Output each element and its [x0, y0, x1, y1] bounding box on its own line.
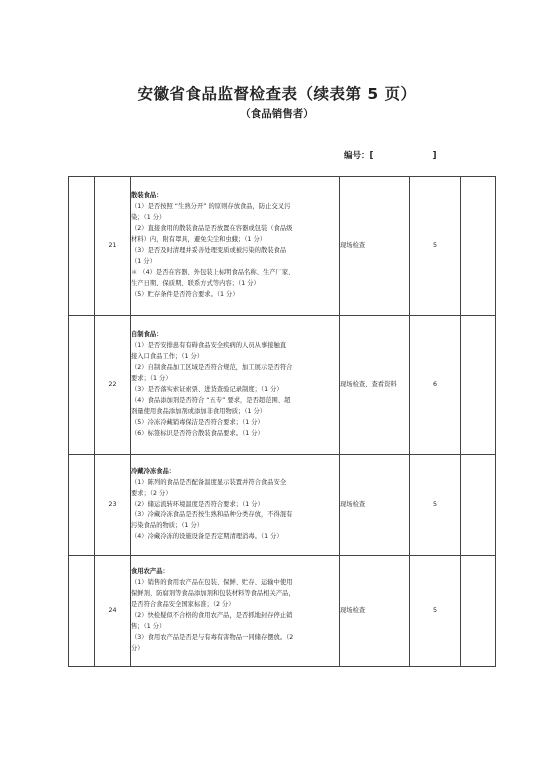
item-line: （3）食用农产品是否是与有毒有害物品一同储存摆放。（2 — [131, 633, 294, 641]
inspection-method: 现场检查 — [340, 556, 410, 667]
table-row — [69, 177, 496, 316]
blank-cell-left — [69, 455, 95, 556]
item-line: （3）是否落实索证索票、进货查验记录制度；（1 分） — [131, 386, 283, 393]
item-line: 生产日期、保质期、联系方式等内容；（1 分） — [131, 279, 260, 287]
item-score: 6 — [410, 316, 461, 455]
serial-number-field[interactable] — [344, 149, 436, 161]
item-line: （2）储运流转环境温度是否符合要求；（1 分） — [131, 500, 264, 508]
item-line: 是否符合食品安全国家标准；（2 分） — [131, 601, 235, 609]
item-line: 售；（1 分） — [131, 622, 166, 630]
item-score: 5 — [410, 455, 461, 556]
inspection-method: 现场检查、查看资料 — [340, 316, 410, 455]
item-line: 染；（1 分） — [131, 214, 166, 222]
item-line: 剂量使用食品添加剂或添加非食用物质；（1 分） — [131, 407, 267, 415]
item-line: 接入口食品工作；（1 分） — [131, 353, 204, 361]
item-line: （3）冷藏冷冻食品是否按生熟和品种分类存放，不得混有 — [131, 511, 293, 519]
item-line: 要求；（1 分） — [131, 375, 172, 383]
item-number: 23 — [95, 455, 131, 556]
item-line: ＊ （4）是否在容器、外包装上标明食品名称、生产厂家、 — [131, 268, 295, 276]
blank-cell-left — [69, 177, 95, 316]
item-line: （5）冷冻冷藏销毒保洁是否符合要求；（1 分） — [131, 418, 264, 426]
item-score: 5 — [410, 177, 461, 316]
item-line: （5）贮存条件是否符合要求。（1 分） — [131, 290, 239, 298]
result-cell[interactable] — [461, 556, 496, 667]
document-title: 安徽省食品监督检查表（续表第 5 页） — [137, 85, 417, 103]
item-line: （1）是否安排患有有碍食品安全疾病的人员从事接触直 — [131, 342, 287, 350]
item-line: （1）是否按照 “生熟分开” 的原则存放食品，防止交叉污 — [131, 203, 291, 211]
item-line: （4）冷藏冷冻的设施设备是否定期清理消毒。（1 分） — [131, 533, 283, 541]
blank-cell-left — [69, 316, 95, 455]
item-line: （4）食品添加剂是否符合 “五专” 要求，是否超范围、超 — [131, 396, 291, 404]
blank-cell-left — [69, 556, 95, 667]
table-row — [69, 455, 496, 556]
item-number: 22 — [95, 316, 131, 455]
table-row — [69, 316, 496, 455]
item-line: （2）快检疑似不合格的食用农产品，是否抓地封存停止销 — [131, 612, 293, 619]
item-line: （3）是否及时清理并妥善处理变质或被污染的散装食品 — [131, 247, 287, 254]
inspection-items — [131, 316, 340, 455]
table-row — [69, 556, 496, 667]
inspection-method: 现场检查 — [340, 455, 410, 556]
item-line: 污染食品的物质；（1 分） — [131, 522, 204, 530]
item-category: 冷藏冷冻食品： — [131, 467, 176, 475]
item-line: 保鲜剂、防腐剂等食品添加剂和包装材料等食品相关产品， — [131, 590, 295, 598]
result-cell[interactable] — [461, 177, 496, 316]
result-cell[interactable] — [461, 455, 496, 556]
item-score: 5 — [410, 556, 461, 667]
inspection-items — [131, 455, 340, 556]
item-category: 散装食品： — [131, 192, 163, 200]
inspection-items — [131, 177, 340, 316]
item-number: 21 — [95, 177, 131, 316]
item-line: （1 分） — [131, 257, 156, 265]
item-category: 自制食品： — [131, 331, 163, 339]
item-line: （1）销售的食用农产品在包装、保鲜、贮存、运输中使用 — [131, 579, 293, 587]
item-line: 材料）内，附有罩具，避免尖尘和虫蛾；（1 分） — [131, 236, 267, 244]
item-line: （2）直接食用的散装食品是否放置在容器或包装（食品级 — [131, 225, 293, 233]
serial-label: 编号：[ — [344, 151, 374, 161]
result-cell[interactable] — [461, 316, 496, 455]
inspection-table — [68, 176, 496, 667]
item-line: 分） — [131, 644, 144, 652]
item-line: （1）陈列的食品是否配备温度显示装置并符合食品安全 — [131, 478, 287, 486]
serial-close-bracket: ] — [432, 151, 437, 161]
inspection-items — [131, 556, 340, 667]
item-category: 食用农产品： — [131, 568, 169, 576]
item-line: （2）自制食品加工区域是否符合规范，加工展示是否符合 — [131, 364, 293, 372]
item-line: 要求；（2 分） — [131, 489, 172, 497]
document-subtitle: （食品销售者） — [240, 108, 314, 120]
item-number: 24 — [95, 556, 131, 667]
inspection-method: 现场检查 — [340, 177, 410, 316]
item-line: （6）标签标识是否符合散装食品要求。（1 分） — [131, 429, 264, 437]
